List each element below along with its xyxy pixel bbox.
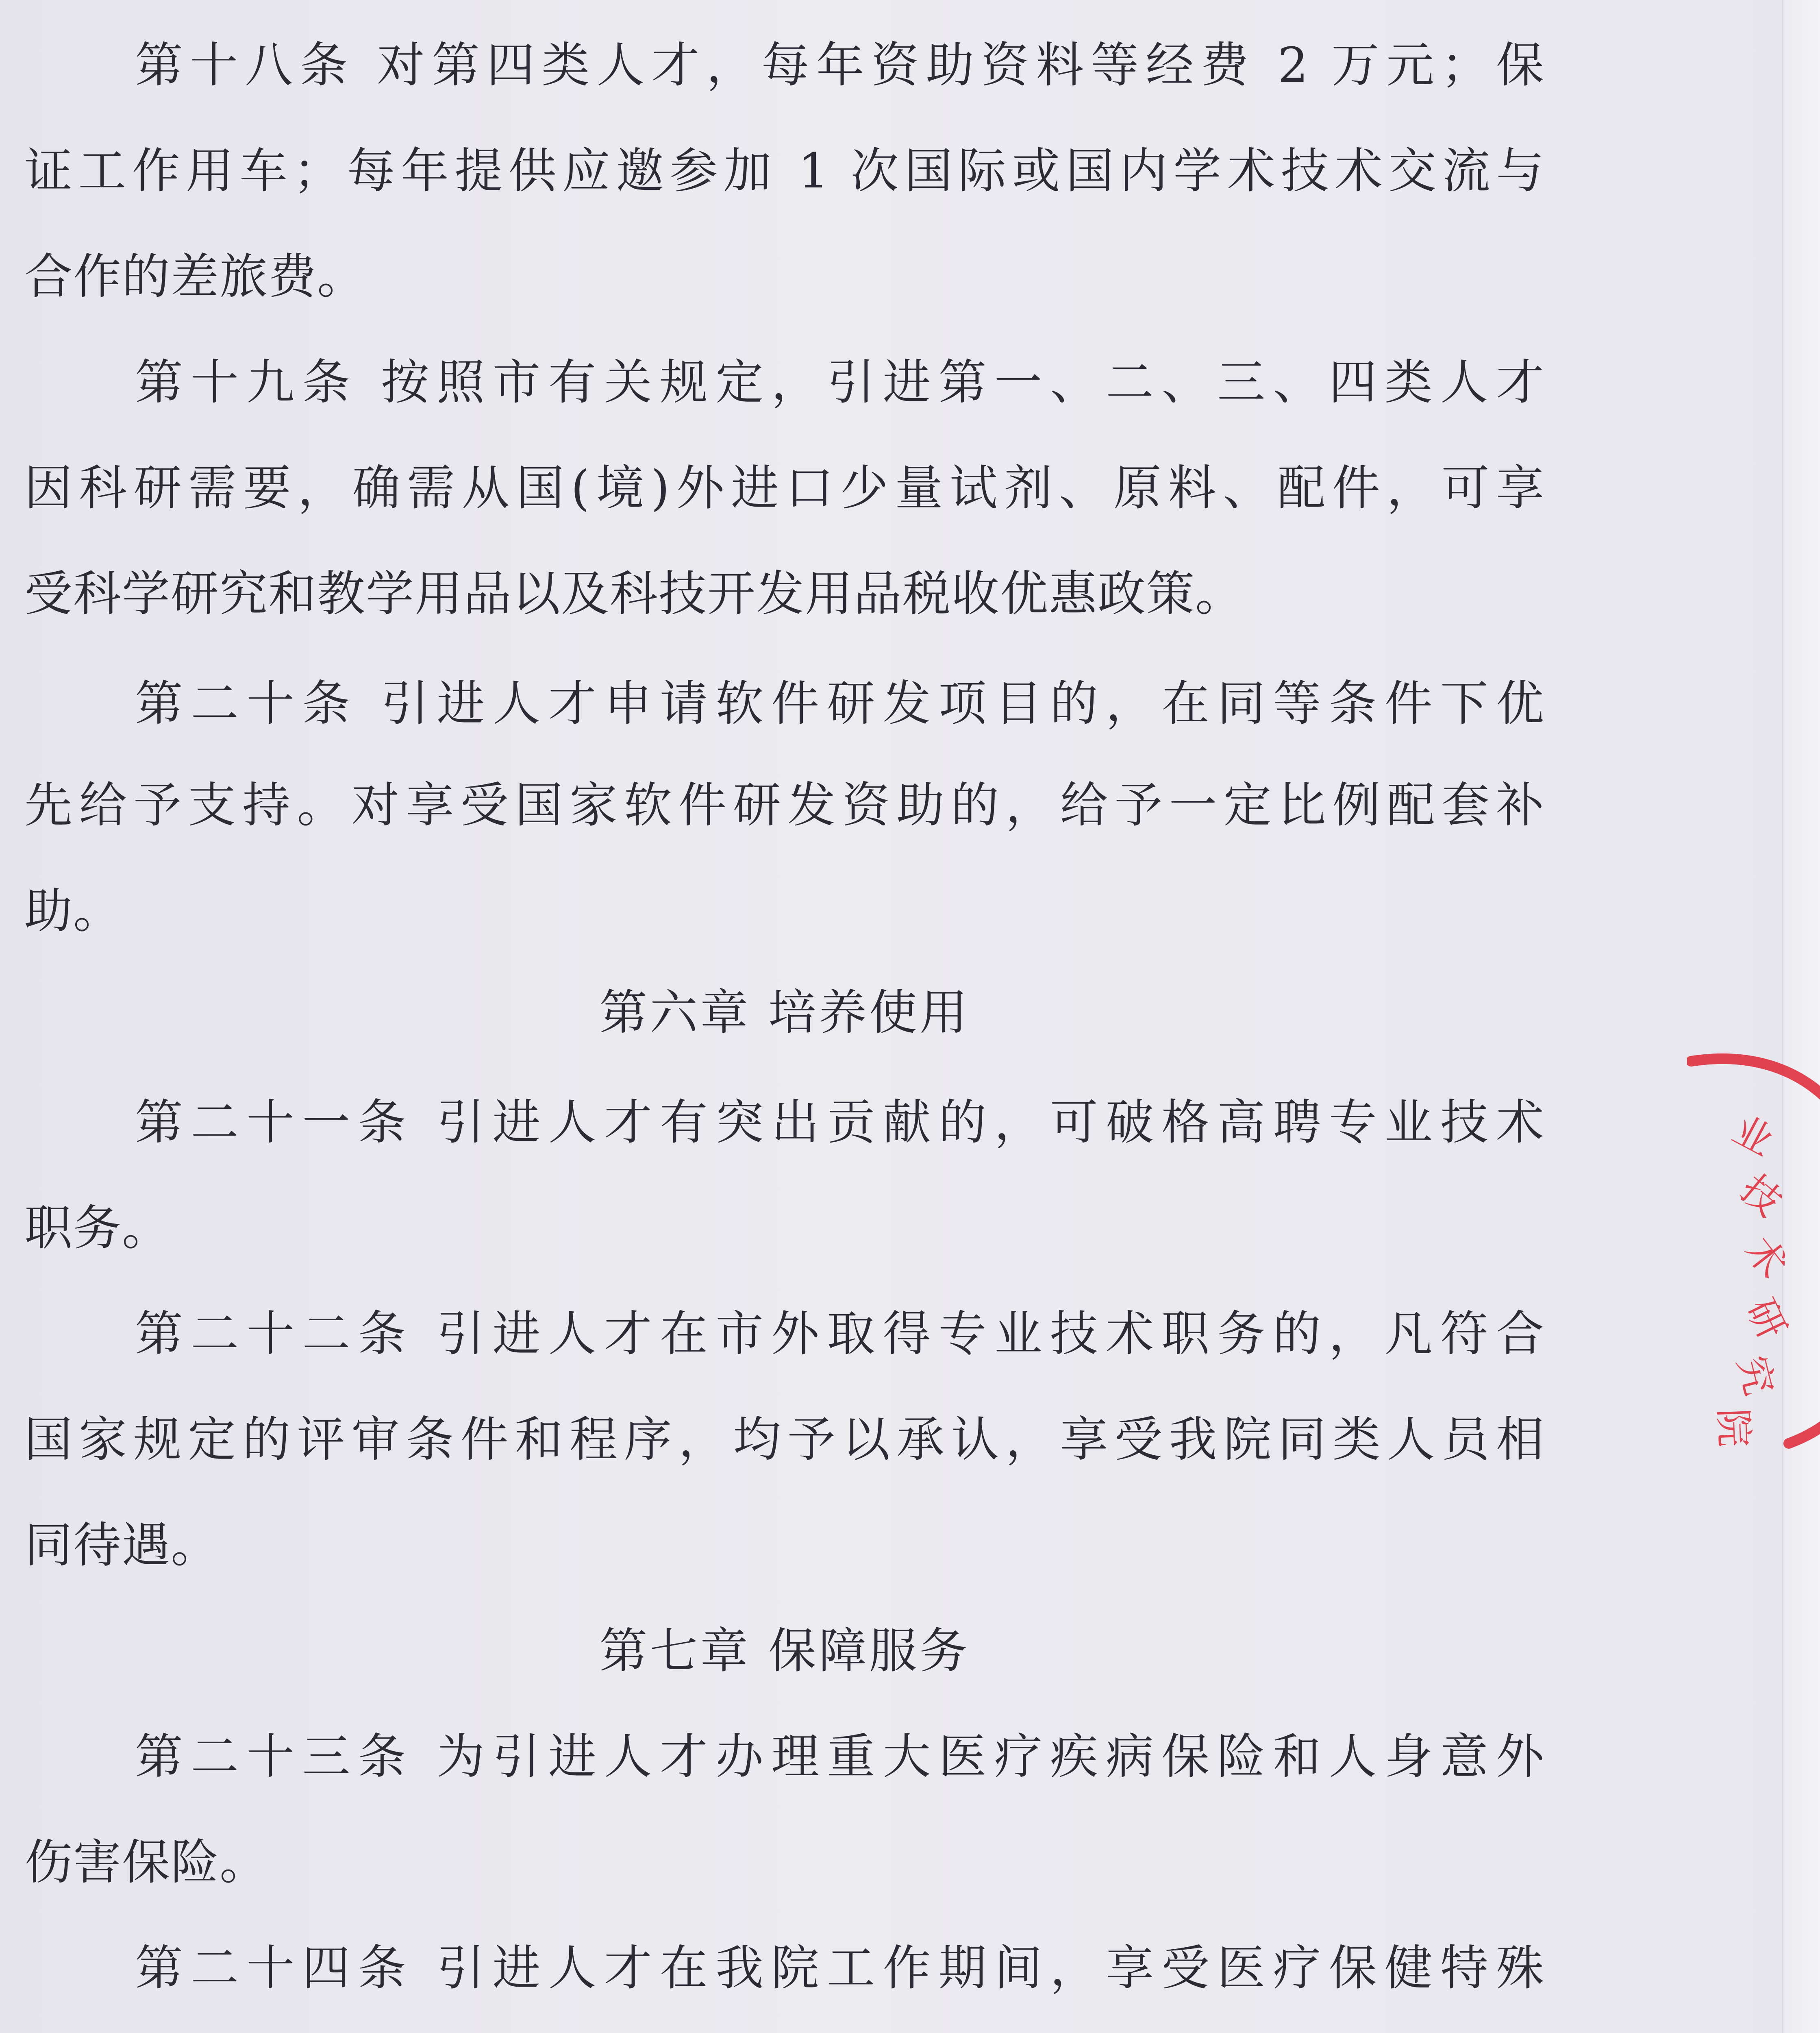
article-19-line-1: 第十九条 按照市有关规定，引进第一、二、三、四类人才 [135,354,1545,410]
article-20-line-3: 助。 [24,883,122,939]
article-19-line-2: 因科研需要，确需从国(境)外进口少量试剂、原料、配件，可享 [24,460,1545,516]
article-22-line-3: 同待遇。 [24,1517,220,1573]
article-19-line-3: 受科学研究和教学用品以及科技开发用品税收优惠政策。 [24,566,1244,622]
article-22-line-2: 国家规定的评审条件和程序，均予以承认，享受我院同类人员相 [24,1411,1545,1467]
article-18-line-2: 证工作用车；每年提供应邀参加 1 次国际或国内学术技术交流与 [24,143,1545,199]
svg-text:研: 研 [1737,1291,1795,1346]
svg-text:术: 术 [1736,1228,1796,1287]
article-21-line-1: 第二十一条 引进人才有突出贡献的，可破格高聘专业技术 [135,1094,1545,1150]
article-23-line-2: 伤害保险。 [24,1834,269,1890]
svg-text:技: 技 [1732,1166,1790,1225]
article-18-line-1: 第十八条 对第四类人才，每年资助资料等经费 2 万元；保 [135,37,1545,93]
page-edge [1782,0,1820,2033]
article-20-line-2: 先给予支持。对享受国家软件研发资助的，给予一定比例配套补 [24,777,1545,833]
svg-text:院: 院 [1710,1407,1757,1448]
article-22-line-1: 第二十二条 引进人才在市外取得专业技术职务的，凡符合 [135,1306,1545,1362]
chapter-6-heading: 第六章 培养使用 [599,984,970,1040]
article-24-line-1: 第二十四条 引进人才在我院工作期间，享受医疗保健特殊 [135,1940,1545,1996]
article-18-line-3: 合作的差旅费。 [24,248,366,305]
svg-text:究: 究 [1729,1351,1782,1400]
svg-text:业: 业 [1725,1107,1781,1165]
article-23-line-1: 第二十三条 为引进人才办理重大医疗疾病保险和人身意外 [135,1728,1545,1785]
official-seal [1687,1045,1820,1452]
chapter-7-heading: 第七章 保障服务 [599,1623,970,1679]
article-21-line-2: 职务。 [24,1200,171,1256]
article-20-line-1: 第二十条 引进人才申请软件研发项目的，在同等条件下优 [135,675,1545,731]
article-24-line-2 [24,2029,171,2033]
